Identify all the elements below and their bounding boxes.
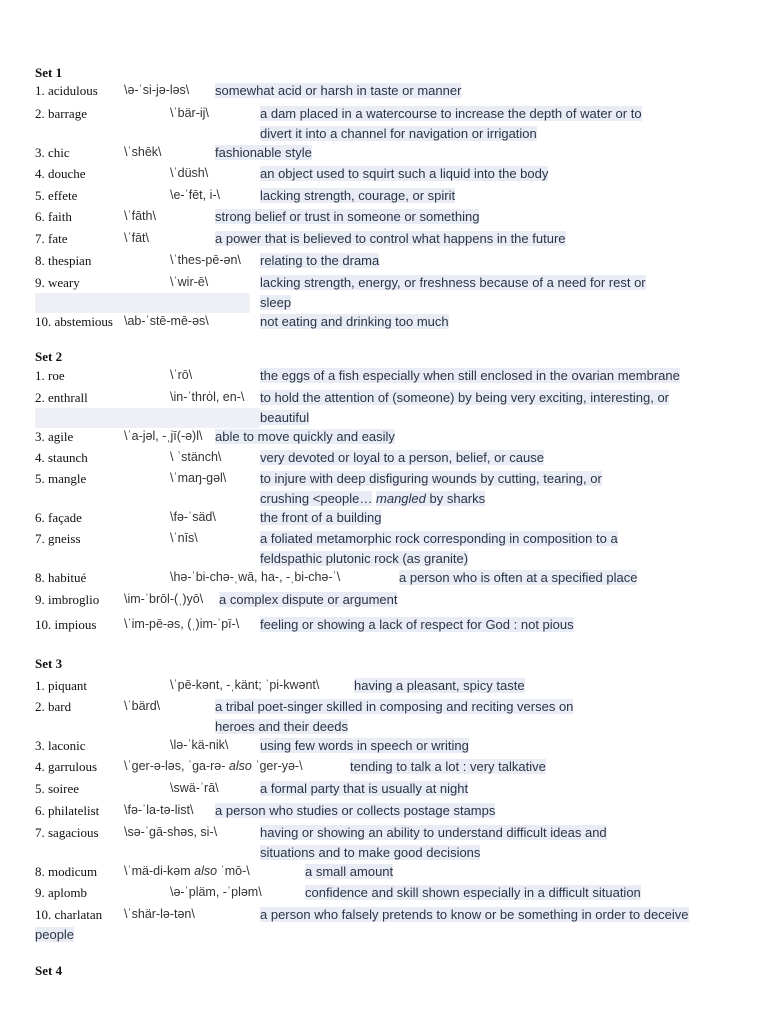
entry-definition: somewhat acid or harsh in taste or manner xyxy=(215,83,462,98)
entry-definition: confidence and skill shown especially in a difficult situation xyxy=(305,885,641,900)
entry-pronunciation: \ˈger-ə-ləs, ˈga-rə- also ˈger-yə-\ xyxy=(124,759,303,773)
entry-pronunciation: \ˈbärd\ xyxy=(124,699,161,713)
entry-word: 9. weary xyxy=(35,275,80,290)
highlight-bar xyxy=(35,408,260,428)
entry-word: 1. roe xyxy=(35,368,65,383)
entry-pronunciation: \ə-ˈpläm, -ˈpləm\ xyxy=(170,885,262,899)
entry-definition: having a pleasant, spicy taste xyxy=(354,678,525,693)
entry-definition: a person who falsely pretends to know or be something in order to deceive xyxy=(260,907,689,922)
entry-word: 7. fate xyxy=(35,231,68,246)
entry-word: 5. mangle xyxy=(35,471,87,486)
entry-word: 10. abstemious xyxy=(35,314,113,329)
entry-pronunciation: \ə-ˈsi-jə-ləs\ xyxy=(124,83,190,97)
entry-pronunciation: \ˈthes-pē-ən\ xyxy=(170,253,241,267)
entry-pronunciation: \fə-ˈla-tə-list\ xyxy=(124,803,194,817)
entry-word: 1. piquant xyxy=(35,678,87,693)
entry-pronunciation: \lə-ˈkä-nik\ xyxy=(170,738,229,752)
entry-pronunciation: \ˈfāt\ xyxy=(124,231,150,245)
entry-pronunciation: \ˈwir-ē\ xyxy=(170,275,209,289)
entry-definition: very devoted or loyal to a person, belief, or cause xyxy=(260,450,544,465)
set-title: Set 2 xyxy=(35,349,63,364)
entry-definition: a person who studies or collects postage stamps xyxy=(215,803,496,818)
entry-word: 8. habitué xyxy=(35,570,87,585)
entry-word: 8. modicum xyxy=(35,864,98,879)
entry-definition: tending to talk a lot : very talkative xyxy=(350,759,546,774)
entry-pronunciation: \ˈrō\ xyxy=(170,368,193,382)
entry-definition: a foliated metamorphic rock corresponding in composition to a feldspathic plutonic rock (as granite) xyxy=(260,531,618,566)
entry-definition: the eggs of a fish especially when still enclosed in the ovarian membrane xyxy=(260,368,680,383)
entry-definition: a power that is believed to control what happens in the future xyxy=(215,231,566,246)
entry-pronunciation: \ˈmä-di-kəm also ˈmō-\ xyxy=(124,864,250,878)
entry-definition: a formal party that is usually at night xyxy=(260,781,469,796)
highlight-bar xyxy=(35,293,250,313)
entry-word: 3. agile xyxy=(35,429,74,444)
entry-word: 7. sagacious xyxy=(35,825,99,840)
entry-word: 4. douche xyxy=(35,166,86,181)
entry-pronunciation: \ˈfāth\ xyxy=(124,209,156,223)
set-title: Set 3 xyxy=(35,656,63,671)
entry-definition: the front of a building xyxy=(260,510,382,525)
entry-word: 4. garrulous xyxy=(35,759,98,774)
entry-definition: able to move quickly and easily xyxy=(215,429,395,444)
entry-word: 8. thespian xyxy=(35,253,92,268)
entry-pronunciation: \ˈshär-lə-tən\ xyxy=(124,907,195,921)
entry-definition: using few words in speech or writing xyxy=(260,738,469,753)
entry-definition: lacking strength, energy, or freshness because of a need for rest or sleep xyxy=(260,275,646,310)
entry-definition: a person who is often at a specified place xyxy=(399,570,638,585)
entry-definition: to hold the attention of (someone) by being very exciting, interesting, or beautiful xyxy=(260,390,670,425)
entry-definition: a dam placed in a watercourse to increase the depth of water or to divert it into a channel for navigation or irrigation xyxy=(260,106,642,141)
entry-definition: fashionable style xyxy=(215,145,312,160)
entry-definition: a tribal poet-singer skilled in composing and reciting verses on heroes and their deeds xyxy=(215,699,574,734)
entry-definition: not eating and drinking too much xyxy=(260,314,449,329)
entry-word: 10. impious xyxy=(35,617,97,632)
entry-pronunciation: \fə-ˈsäd\ xyxy=(170,510,216,524)
entry-word: 6. façade xyxy=(35,510,82,525)
entry-word: 6. philatelist xyxy=(35,803,100,818)
entry-pronunciation: \im-ˈbrōl-(ˌ)yō\ xyxy=(124,592,204,606)
entry-definition: having or showing an ability to understand difficult ideas and situations and to make good decisions xyxy=(260,825,607,860)
entry-pronunciation: \ˈim-pē-əs, (ˌ)im-ˈpī-\ xyxy=(124,617,240,631)
entry-word: 7. gneiss xyxy=(35,531,81,546)
entry-word: 10. charlatan xyxy=(35,907,103,922)
entry-pronunciation: \sə-ˈgā-shəs, si-\ xyxy=(124,825,218,839)
entry-word: 3. chic xyxy=(35,145,70,160)
entry-definition: a complex dispute or argument xyxy=(219,592,398,607)
set-title: Set 4 xyxy=(35,963,63,978)
entry-pronunciation: \ab-ˈstē-mē-əs\ xyxy=(124,314,209,328)
entry-word: 5. effete xyxy=(35,188,78,203)
entry-definition: an object used to squirt such a liquid into the body xyxy=(260,166,549,181)
entry-word: 6. faith xyxy=(35,209,72,224)
entry-definition: to injure with deep disfiguring wounds by cutting, tearing, or crushing <people… mangled by sharks xyxy=(260,471,602,506)
entry-pronunciation: \ˈbär-ij\ xyxy=(170,106,209,120)
entry-pronunciation: \ˈpē-kənt, -ˌkänt; ˈpi-kwənt\ xyxy=(170,678,320,692)
entry-word: 3. laconic xyxy=(35,738,86,753)
entry-pronunciation: \ ˈstänch\ xyxy=(170,450,222,464)
entry-definition: feeling or showing a lack of respect for God : not pious xyxy=(260,617,574,632)
entry-pronunciation: \ˈmaŋ-gəl\ xyxy=(170,471,227,485)
entry-word: 4. staunch xyxy=(35,450,88,465)
entry-pronunciation: \in-ˈthrȯl, en-\ xyxy=(170,390,245,404)
entry-pronunciation: \e-ˈfēt, i-\ xyxy=(170,188,221,202)
entry-definition: lacking strength, courage, or spirit xyxy=(260,188,456,203)
entry-word: 1. acidulous xyxy=(35,83,98,98)
entry-word: 2. bard xyxy=(35,699,72,714)
entry-pronunciation: \ˈnīs\ xyxy=(170,531,198,545)
entry-word: 9. aplomb xyxy=(35,885,87,900)
set-title: Set 1 xyxy=(35,65,63,80)
entry-word: 2. enthrall xyxy=(35,390,88,405)
entry-pronunciation: \ˈa-jəl, -ˌjī(-ə)l\ xyxy=(124,429,203,443)
entry-word: 2. barrage xyxy=(35,106,87,121)
entry-pronunciation: \swä-ˈrā\ xyxy=(170,781,219,795)
entry-word: 9. imbroglio xyxy=(35,592,100,607)
entry-pronunciation: \ˈdüsh\ xyxy=(170,166,209,180)
entry-definition: a small amount xyxy=(305,864,394,879)
entry-definition-continued: people xyxy=(35,927,75,942)
entry-word: 5. soiree xyxy=(35,781,80,796)
entry-definition: strong belief or trust in someone or something xyxy=(215,209,480,224)
entry-pronunciation: \hə-ˈbi-chə-ˌwā, ha-, -ˌbi-chə-ˈ\ xyxy=(170,570,341,584)
entry-pronunciation: \ˈshēk\ xyxy=(124,145,162,159)
entry-definition: relating to the drama xyxy=(260,253,380,268)
